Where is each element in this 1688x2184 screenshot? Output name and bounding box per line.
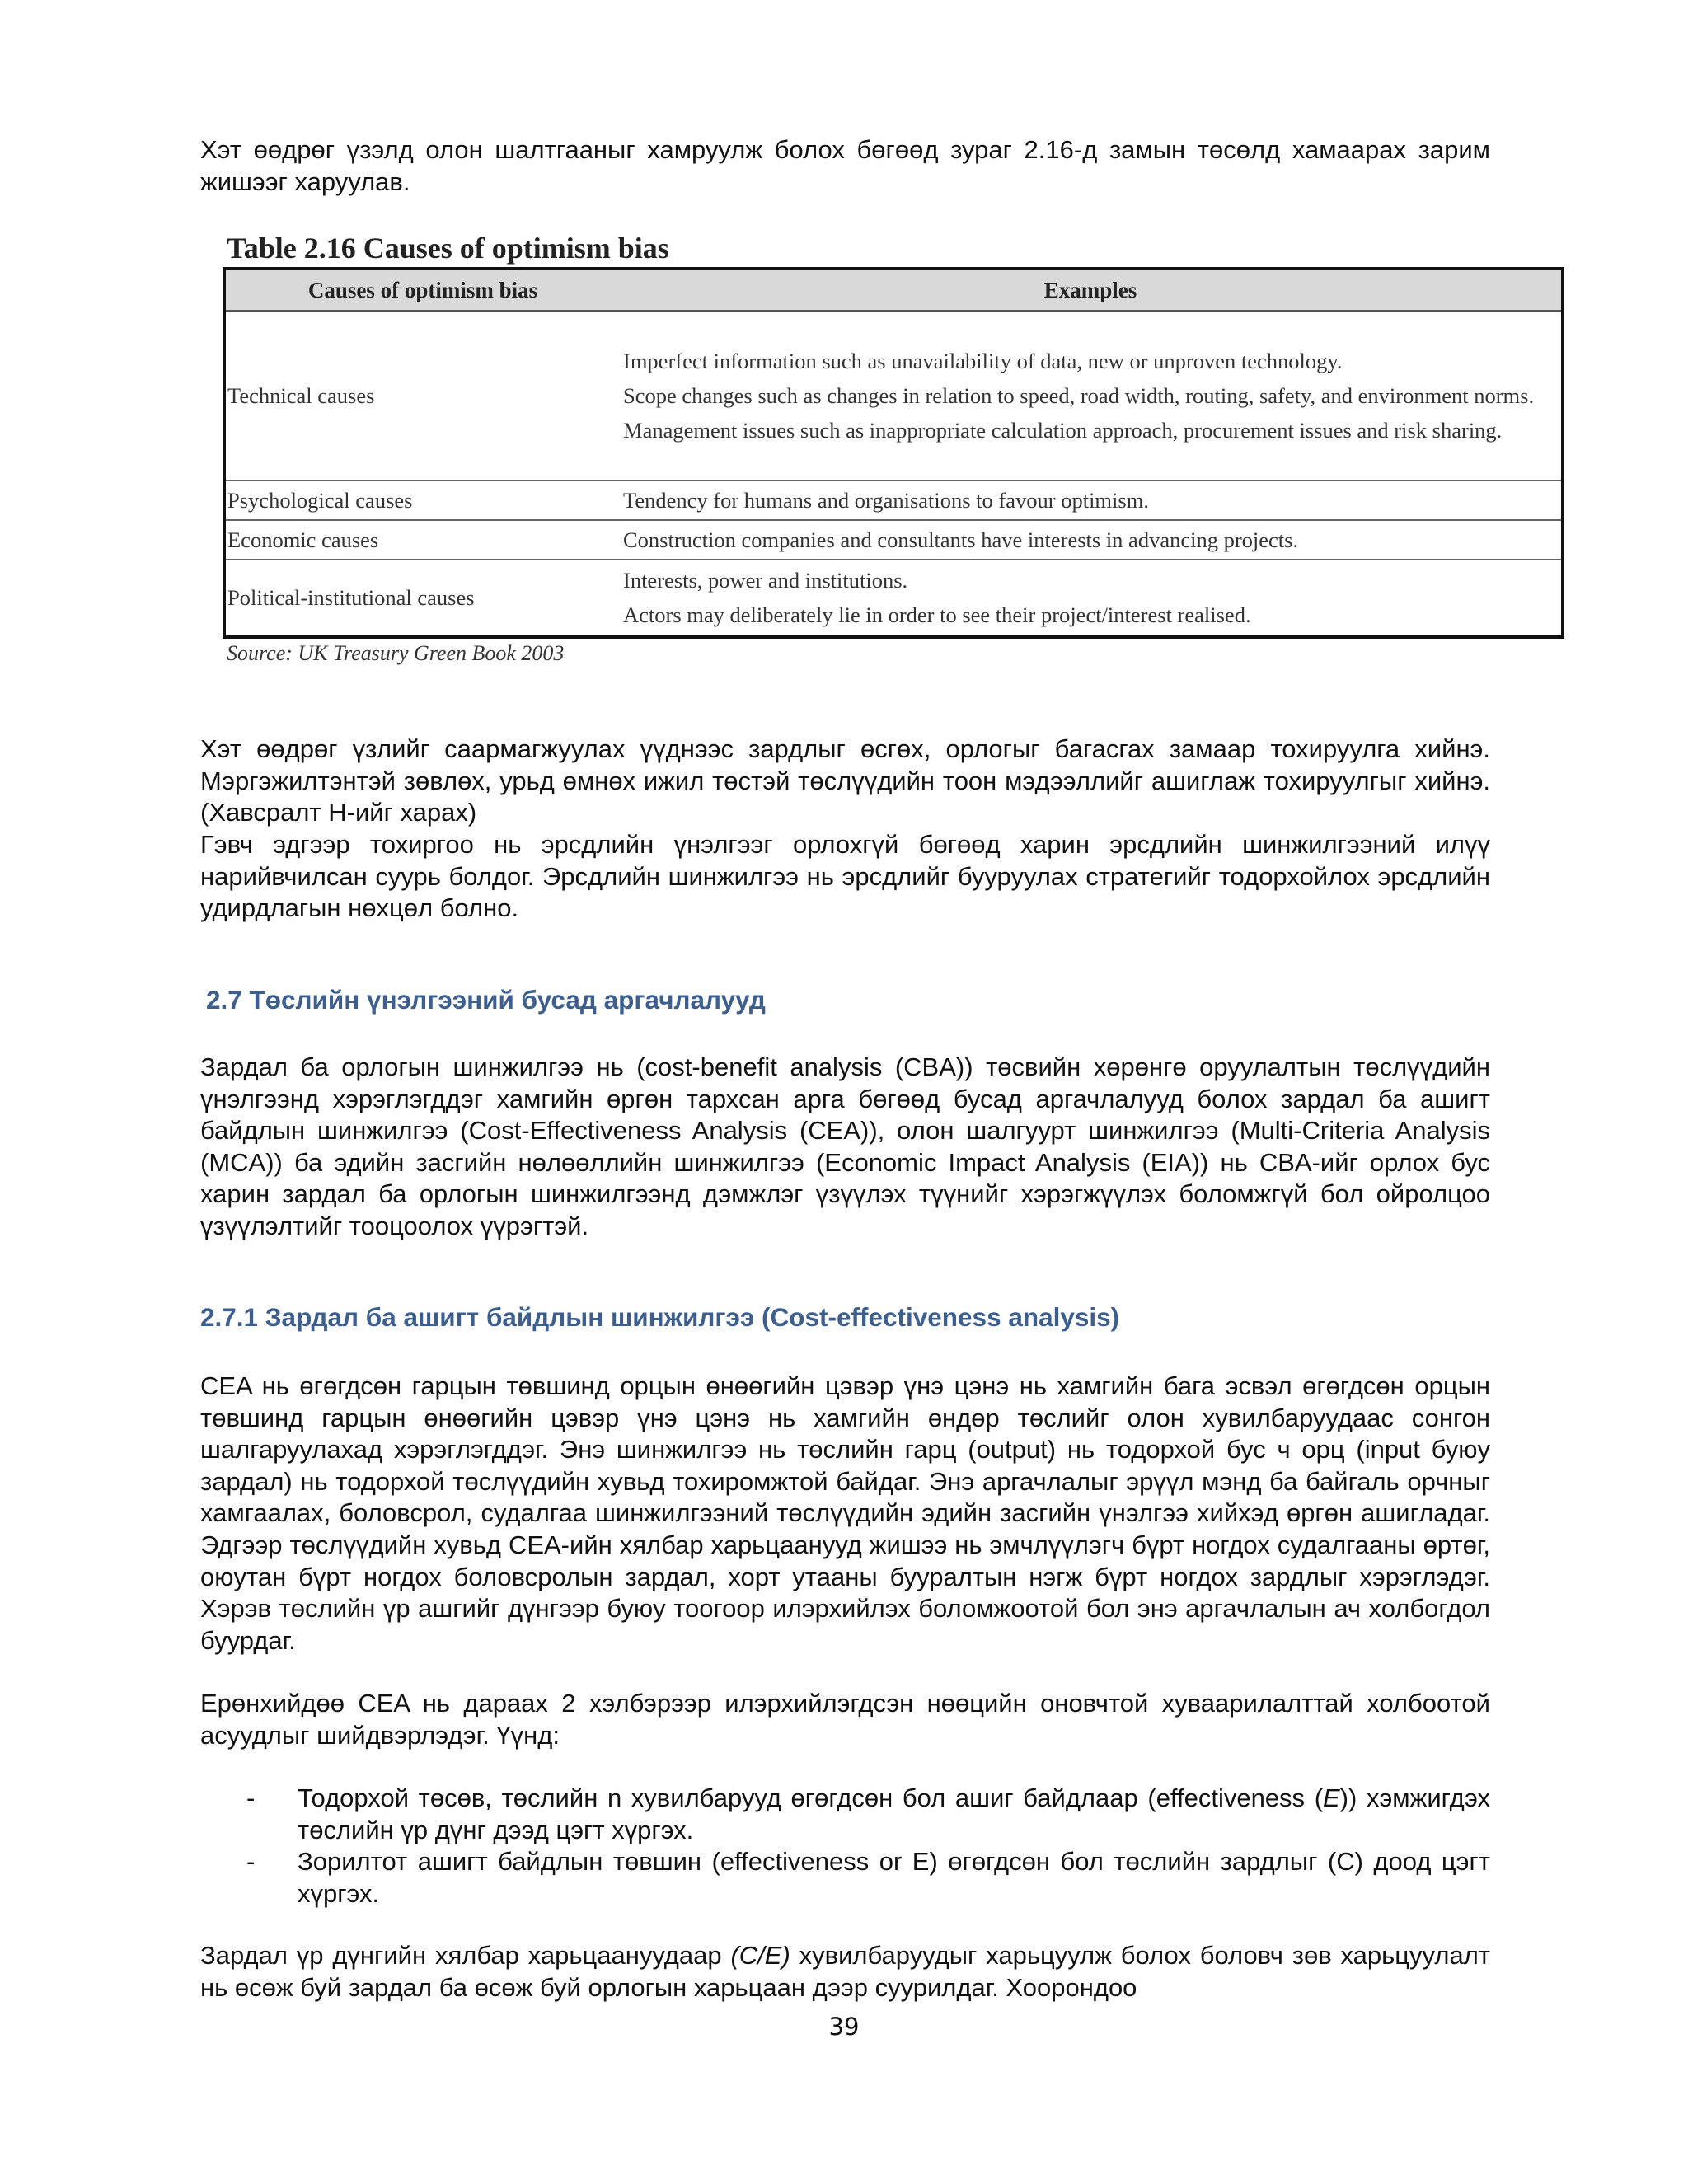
section-heading: 2.7 Төслийн үнэлгээний бусад аргачлалууд — [206, 985, 766, 1015]
example-text: Imperfect information such as unavailability of data, new or unproven technology. — [623, 348, 1343, 373]
paragraph — [200, 1940, 1490, 2004]
list-text-italic: E — [1323, 1783, 1340, 1812]
list-item — [200, 1783, 1490, 1846]
optimism-bias-table — [223, 267, 1564, 639]
example-text: Construction companies and consultants have interests in advancing projects. — [623, 527, 1299, 552]
table-row — [224, 520, 1563, 560]
table-row — [224, 311, 1563, 480]
table-header-row — [224, 269, 1563, 311]
paragraph-text: Зардал үр дүнгийн хялбар харьцаануудаар — [200, 1941, 731, 1970]
page-number: 39 — [828, 2013, 860, 2041]
cause-cell: Technical causes — [227, 382, 375, 408]
paragraph: Зардал ба орлогын шинжилгээ нь (cost-benefit analysis (CBA)) төсвийн хөрөнгө оруулалтын төслүүдийн үнэлгээнд хэрэглэгддэг хамгийн өргөн тархсан арга бөгөөд бусад аргачлалууд болох зардал ба ашигт байдлын шинжилгээ (Cost-Effectiveness Analysis (CEA)), олон шалгуурт шинжилгээ (Multi-Criteria Analysis (MCA)) ба эдийн засгийн нөлөөллийн шинжилгээ (Economic Impact Analysis (EIA)) нь CBA-ийг орлох бус харин зардал ба орлогын шинжилгээнд дэмжлэг үзүүлэх түүнийг хэрэгжүүлэх боломжгүй бол ойролцоо үзүүлэлтийг тооцоолох үүрэгтэй. — [200, 1052, 1490, 1240]
list-item — [200, 1846, 1490, 1910]
table-row — [224, 560, 1563, 637]
cause-cell: Economic causes — [224, 520, 620, 560]
bullet-list — [200, 1783, 1490, 1910]
example-text: Management issues such as inappropriate calculation approach, procurement issues and risk sharing. — [623, 417, 1503, 443]
header-examples: Examples — [620, 269, 1563, 311]
examples-cell — [620, 311, 1563, 480]
table-caption: Table 2.16 Causes of optimism bias — [227, 232, 669, 265]
list-text: Зорилтот ашигт байдлын төвшин (effectiveness or E) өгөгдсөн бол төслийн зардлыг (C) доод цэгт хүргэх. — [298, 1847, 1490, 1908]
dash-marker: - — [246, 1847, 256, 1877]
example-text: Tendency for humans and organisations to favour optimism. — [623, 487, 1149, 513]
header-causes: Causes of optimism bias — [224, 269, 620, 311]
table-source: Source: UK Treasury Green Book 2003 — [227, 641, 565, 665]
dash-marker: - — [246, 1783, 256, 1812]
cause-cell: Psychological causes — [224, 480, 620, 520]
paragraph: Гэвч эдгээр тохиргоо нь эрсдлийн үнэлгээг орлохгүй бөгөөд харин эрсдлийн шинжилгээний илүү нарийвчилсан суурь болдог. Эрсдлийн шинжилгээ нь эрсдлийг бууруулах стратегийг тодорхойлох эрсдлийн удирдлагын нөхцөл болно. — [200, 830, 1490, 923]
table-row — [224, 480, 1563, 520]
intro-paragraph: Хэт өөдрөг үзэлд олон шалтгааныг хамруулж болох бөгөөд зураг 2.16-д замын төсөлд хамаарах зарим жишээг харуулав. — [200, 135, 1490, 196]
paragraph: Ерөнхийдөө CEA нь дараах 2 хэлбэрээр илэрхийлэгдсэн нөөцийн оновчтой хуваарилалттай холбоотой асуудлыг шийдвэрлэдэг. Үүнд: — [200, 1689, 1490, 1750]
list-text: Тодорхой төсөв, төслийн n хувилбарууд өгөгдсөн бол ашиг байдлаар (effectiveness ( — [298, 1783, 1324, 1812]
examples-cell — [620, 560, 1563, 637]
subsection-heading: 2.7.1 Зардал ба ашигт байдлын шинжилгээ (Cost-effectiveness analysis) — [200, 1302, 1120, 1332]
examples-cell — [620, 520, 1563, 560]
example-text: Interests, power and institutions. — [623, 568, 908, 593]
paragraph-text: хувилбаруудыг харьцуулж болох боловч зөв харьцуулалт нь өсөж буй зардал ба өсөж буй орлогын харьцаан дээр суурилдаг. Хоорондоо — [200, 1941, 1490, 2002]
list-text: )) хэмжигдэх төслийн үр дүнг дээд цэгт хүргэх. — [298, 1783, 1490, 1844]
examples-cell — [620, 480, 1563, 520]
cause-cell: Political-institutional causes — [224, 560, 620, 637]
example-text: Scope changes such as changes in relation to speed, road width, routing, safety, and environment norms. — [623, 382, 1535, 408]
paragraph-text-italic: (C/E) — [730, 1941, 790, 1970]
paragraph: Хэт өөдрөг үзлийг саармагжуулах үүднээс зардлыг өсгөх, орлогыг багасгах замаар тохируулга хийнэ. Мэргэжилтэнтэй зөвлөх, урьд өмнөх ижил төстэй төслүүдийн тоон мэдээллийг ашиглаж тохируулгыг хийнэ. (Хавсралт Н-ийг харах) — [200, 734, 1490, 827]
example-text: Actors may deliberately lie in order to see their project/interest realised. — [623, 602, 1251, 627]
paragraph: CEA нь өгөгдсөн гарцын төвшинд орцын өнөөгийн цэвэр үнэ цэнэ нь хамгийн бага эсвэл өгөгдсөн орцын төвшинд гарцын өнөөгийн цэвэр үнэ цэнэ нь хамгийн өндөр төслийг олон хувилбаруудаас сонгон шалгаруулахад хэрэглэгддэг. Энэ шинжилгээ нь төслийн гарц (output) нь тодорхой бус ч орц (input буюу зардал) нь тодорхой төслүүдийн хувьд тохиромжтой байдаг. Энэ аргачлалыг эрүүл мэнд ба байгаль орчныг хамгаалах, боловсрол, судалгаа шинжилгээний төслүүдийн эдийн засгийн үнэлгээ хийхэд өргөн ашигладаг. Эдгээр төслүүдийн хувьд CEA-ийн хялбар харьцаанууд жишээ нь эмчлүүлэгч бүрт ногдох судалгааны өртөг, оюутан бүрт ногдох боловсролын зардал, хорт утааны бууралтын нэгж бүрт ногдох зардлыг хэрэглэдэг. Хэрэв төслийн үр ашгийг дүнгээр буюу тоогоор илэрхийлэх боломжоотой бол энэ аргачлалын ач холбогдол буурдаг. — [200, 1371, 1490, 1655]
